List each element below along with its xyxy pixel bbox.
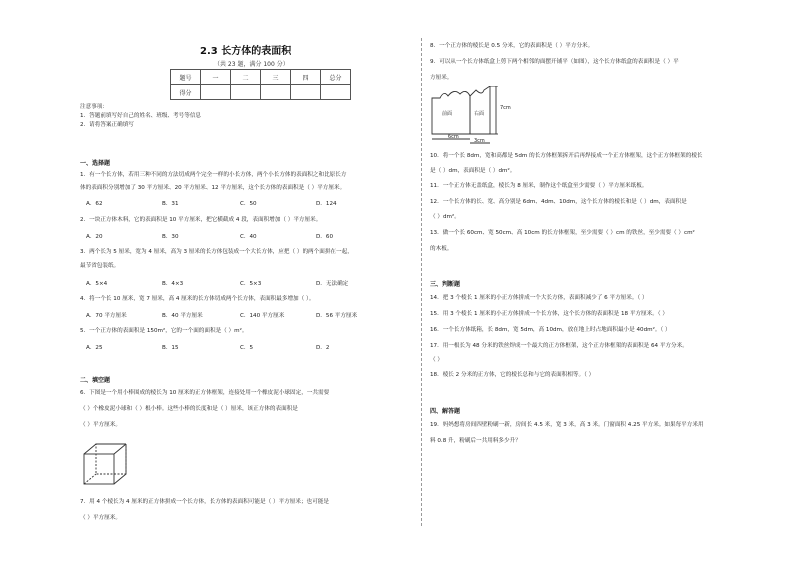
question-3-text: 3．两个长为 5 厘米，宽为 4 厘米，高为 3 厘米的长方体包装成一个大长方体，应把（ ）的两个面拼在一起， <box>80 249 353 255</box>
figure-label-depth: 3cm <box>474 138 485 144</box>
note-item: 1．答题前填写好自己的姓名、班级、考号等信息 <box>80 113 202 119</box>
column-divider <box>421 38 422 526</box>
question-19-text: 19．妈妈想将房间四壁粉刷一新，房间长 4.5 米，宽 3 米，高 3 米。门窗面积 4.25 平方米。如果每平方米用 <box>430 422 704 428</box>
question-10-text: 是（ ）dm，表面积是（ ）dm²。 <box>430 168 516 174</box>
option-a[interactable]: A．25 <box>86 345 103 351</box>
question-6-text: （ ）平方厘米。 <box>80 422 121 428</box>
section-heading-answer: 四、解答题 <box>430 408 461 415</box>
option-c[interactable]: C．5 <box>240 345 254 351</box>
question-14-text: 14．把 3 个棱长 1 厘米的小正方体拼成一个大长方体，表面积减少了 6 平方厘米。（ ） <box>430 295 648 301</box>
figure-label-front: 前面 <box>442 111 453 117</box>
score-cell: 得分 <box>171 85 201 100</box>
option-a[interactable]: A．5×4 <box>86 281 108 287</box>
question-3-text: 最节省包装纸。 <box>80 263 120 269</box>
score-cell: 总分 <box>321 70 351 85</box>
score-cell-empty[interactable] <box>261 85 291 100</box>
score-cell: 四 <box>291 70 321 85</box>
option-b[interactable]: B．40 平方厘米 <box>162 313 203 319</box>
score-cell: 题号 <box>171 70 201 85</box>
option-c[interactable]: C．140 平方厘米 <box>240 313 285 319</box>
question-19-text: 料 0.8 升，粉刷后一共用料多少升？ <box>430 438 521 444</box>
option-a[interactable]: A．62 <box>86 201 103 207</box>
question-17-text: 17．用一根长为 48 分米的铁丝焊成一个最大的正方体框架，这个正方体框架的表面积是 64 平方分米。 <box>430 343 688 349</box>
option-d[interactable]: D．60 <box>316 234 334 240</box>
option-c[interactable]: C．40 <box>240 234 257 240</box>
score-cell-empty[interactable] <box>291 85 321 100</box>
option-d[interactable]: D．56 平方厘米 <box>316 313 358 319</box>
score-cell-empty[interactable] <box>231 85 261 100</box>
question-12-text: （ ）dm²。 <box>430 214 460 220</box>
section-heading-choice: 一、选择题 <box>80 160 111 167</box>
question-16-text: 16．一个长方体纸箱，长 8dm，宽 5dm，高 10dm，放在地上时占地面积最小是 40dm²。（ ） <box>430 327 671 333</box>
option-c[interactable]: C．50 <box>240 201 257 207</box>
option-d[interactable]: D．无法确定 <box>316 281 349 287</box>
question-12-text: 12．一个长方体的长、宽、高分别是 6dm、4dm、10dm，这个长方体的棱长和是（ ）dm，表面积是 <box>430 199 687 205</box>
question-4-text: 4．将一个长 10 厘米，宽 7 厘米，高 4 厘米的长方体切成两个长方体，表面积最多增加（ ）。 <box>80 296 315 302</box>
score-cell: 三 <box>261 70 291 85</box>
question-6-text: （ ）个橡皮泥小球和（ ）根小棒。这些小棒的长度和是（ ）厘米，该正方体的表面积是 <box>80 406 298 412</box>
question-2-text: 2．一块正方体木料，它的表面积是 10 平方厘米，把它横截成 4 段，表面积增加（ ）平方厘米。 <box>80 217 322 223</box>
option-d[interactable]: D．2 <box>316 345 330 351</box>
score-cell: 二 <box>231 70 261 85</box>
option-a[interactable]: A．20 <box>86 234 103 240</box>
question-13-text: 13．做一个长 60cm、宽 50cm、高 10cm 的长方体框架，至少需要（ ）cm 的铁丝，至少需要（ ）cm² <box>430 230 695 236</box>
worksheet-subtitle: （共 23 题，满分 100 分） <box>214 61 289 68</box>
figure-label-width: 6cm <box>448 134 459 140</box>
question-18-text: 18．棱长 2 分米的正方体，它的棱长总和与它的表面积相等。（ ） <box>430 372 595 378</box>
score-table-header-row <box>171 70 351 85</box>
option-c[interactable]: C．5×3 <box>240 281 262 287</box>
question-7-text: 7．用 4 个棱长为 4 厘米的正方体拼成一个长方体，长方体的表面积可能是（ ）平方厘米；也可能是 <box>80 499 329 505</box>
option-b[interactable]: B．4×3 <box>162 281 184 287</box>
score-cell: 一 <box>201 70 231 85</box>
option-b[interactable]: B．31 <box>162 201 179 207</box>
section-heading-judge: 三、判断题 <box>430 281 461 288</box>
question-17-text: （ ） <box>430 357 443 363</box>
worksheet-title: 2.3 长方体的表面积 <box>200 46 292 57</box>
option-b[interactable]: B．15 <box>162 345 179 351</box>
question-8-text: 8．一个正方体的棱长是 0.5 分米，它的表面积是（ ）平方分米。 <box>430 43 594 49</box>
score-cell-empty[interactable] <box>321 85 351 100</box>
option-b[interactable]: B．30 <box>162 234 179 240</box>
score-table-score-row <box>171 85 351 100</box>
question-5-text: 5．一个正方体的表面积是 150m²，它的一个面的面积是（ ）m²。 <box>80 328 248 334</box>
question-13-text: 的木板。 <box>430 246 453 252</box>
notes-heading: 注意事项： <box>80 104 108 110</box>
question-15-text: 15．用 3 个棱长 1 厘米的小正方体拼成一个长方体，这个长方体的表面积是 18 平方厘米。（ ） <box>430 311 668 317</box>
question-11-text: 11．一个正方体无盖纸盒，棱长为 8 厘米，制作这个纸盒至少需要（ ）平方厘米纸板。 <box>430 183 648 189</box>
question-1-text: 体的表面积分别增加了 30 平方厘米、20 平方厘米、12 平方厘米，这个长方体的表面积是（ ）平方厘米。 <box>80 185 346 191</box>
question-10-text: 10．将一个长 8dm，宽和高都是 5dm 的长方体框架拆开后再焊接成一个正方体框架，这个正方体框架的棱长 <box>430 153 703 159</box>
score-table <box>170 69 351 100</box>
section-heading-fill: 二、填空题 <box>80 377 111 384</box>
cube-frame-figure <box>82 442 128 486</box>
question-6-text: 6．下图是一个用小棒围成的棱长为 10 厘米的正方体框架，连接处用一个橡皮泥小球固定，一共需要 <box>80 390 330 396</box>
question-9-text: 方厘米。 <box>430 75 453 81</box>
option-a[interactable]: A．70 平方厘米 <box>86 313 127 319</box>
figure-label-right: 右面 <box>474 111 485 117</box>
note-item: 2．请将答案正确填写 <box>80 122 134 128</box>
score-cell-empty[interactable] <box>201 85 231 100</box>
question-7-text: （ ）平方厘米。 <box>80 515 121 521</box>
option-d[interactable]: D．124 <box>316 201 337 207</box>
question-9-text: 9．可以从一个长方体纸盒上剪下两个相邻的面摆开铺平（如图），这个长方体纸盒的表面积是（ ）平 <box>430 59 679 65</box>
figure-label-height: 7cm <box>500 105 511 111</box>
question-1-text: 1．有一个长方体，若用三种不同的方法切成两个完全一样的小长方体，两个小长方体的表面积之和比原长方 <box>80 172 347 178</box>
